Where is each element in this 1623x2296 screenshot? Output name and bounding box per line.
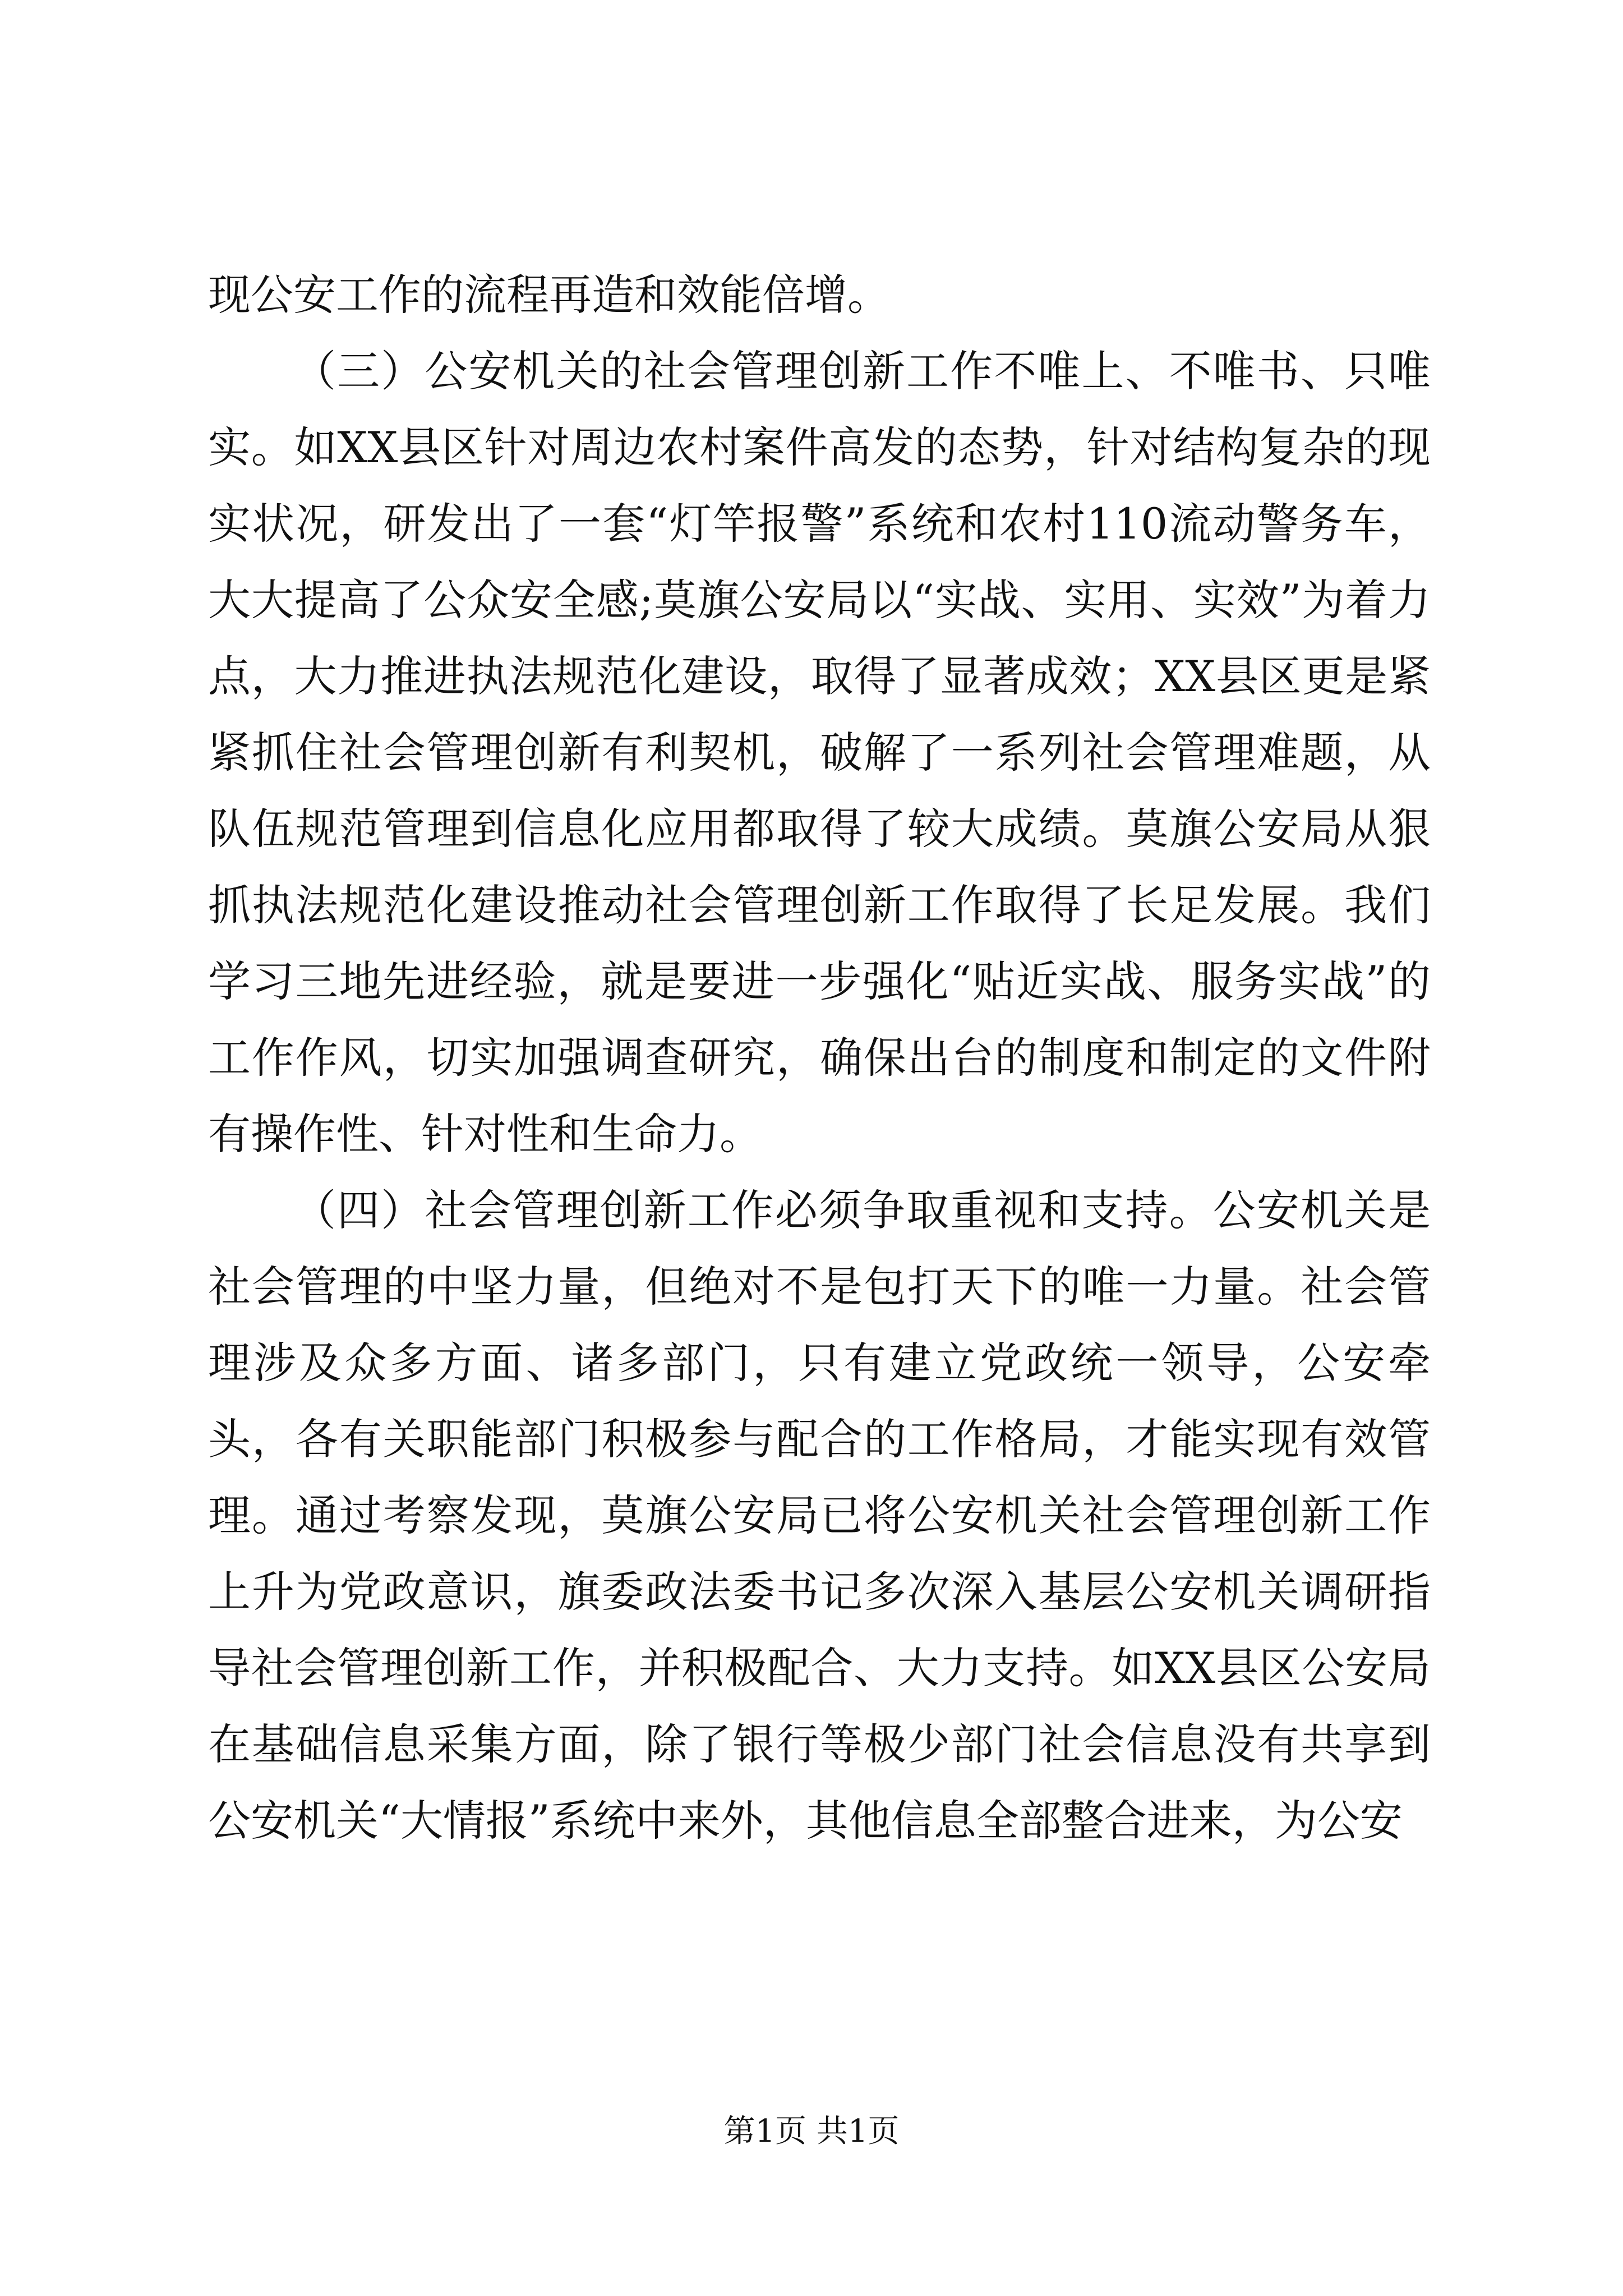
paragraph-section-three: （三）公安机关的社会管理创新工作不唯上、不唯书、只唯实。如XX县区针对周边农村案件高发的态势，针对结构复杂的现实状况，研发出了一套“灯竿报警”系统和农村110流动警务车，大大提高了公众安全感;莫旗公安局以“实战、实用、实效”为着力点，大力推进执法规范化建设，取得了显著成效；XX县区更是紧紧抓住社会管理创新有利契机，破解了一系列社会管理难题，从队伍规范管理到信息化应用都取得了较大成绩。莫旗公安局从狠抓执法规范化建设推动社会管理创新工作取得了长足发展。我们学习三地先进经验，就是要进一步强化“贴近实战、服务实战”的工作作风，切实加强调查研究，确保出台的制度和制定的文件附有操作性、针对性和生命力。 (208, 346, 1431, 1159)
page-footer: 第1页 共1页 (723, 2113, 900, 2150)
document-body (208, 257, 1431, 1859)
paragraph-continuation: 现公安工作的流程再造和效能倍增。 (208, 270, 890, 320)
paragraph-section-four: （四）社会管理创新工作必须争取重视和支持。公安机关是社会管理的中坚力量，但绝对不是包打天下的唯一力量。社会管理涉及众多方面、诸多部门，只有建立党政统一领导，公安牵头，各有关职能部门积极参与配合的工作格局，才能实现有效管理。通过考察发现，莫旗公安局已将公安机关社会管理创新工作上升为党政意识，旗委政法委书记多次深入基层公安机关调研指导社会管理创新工作，并积极配合、大力支持。如XX县区公安局在基础信息采集方面，除了银行等极少部门社会信息没有共享到公安机关“大情报”系统中来外，其他信息全部整合进来，为公安 (208, 1185, 1431, 1846)
